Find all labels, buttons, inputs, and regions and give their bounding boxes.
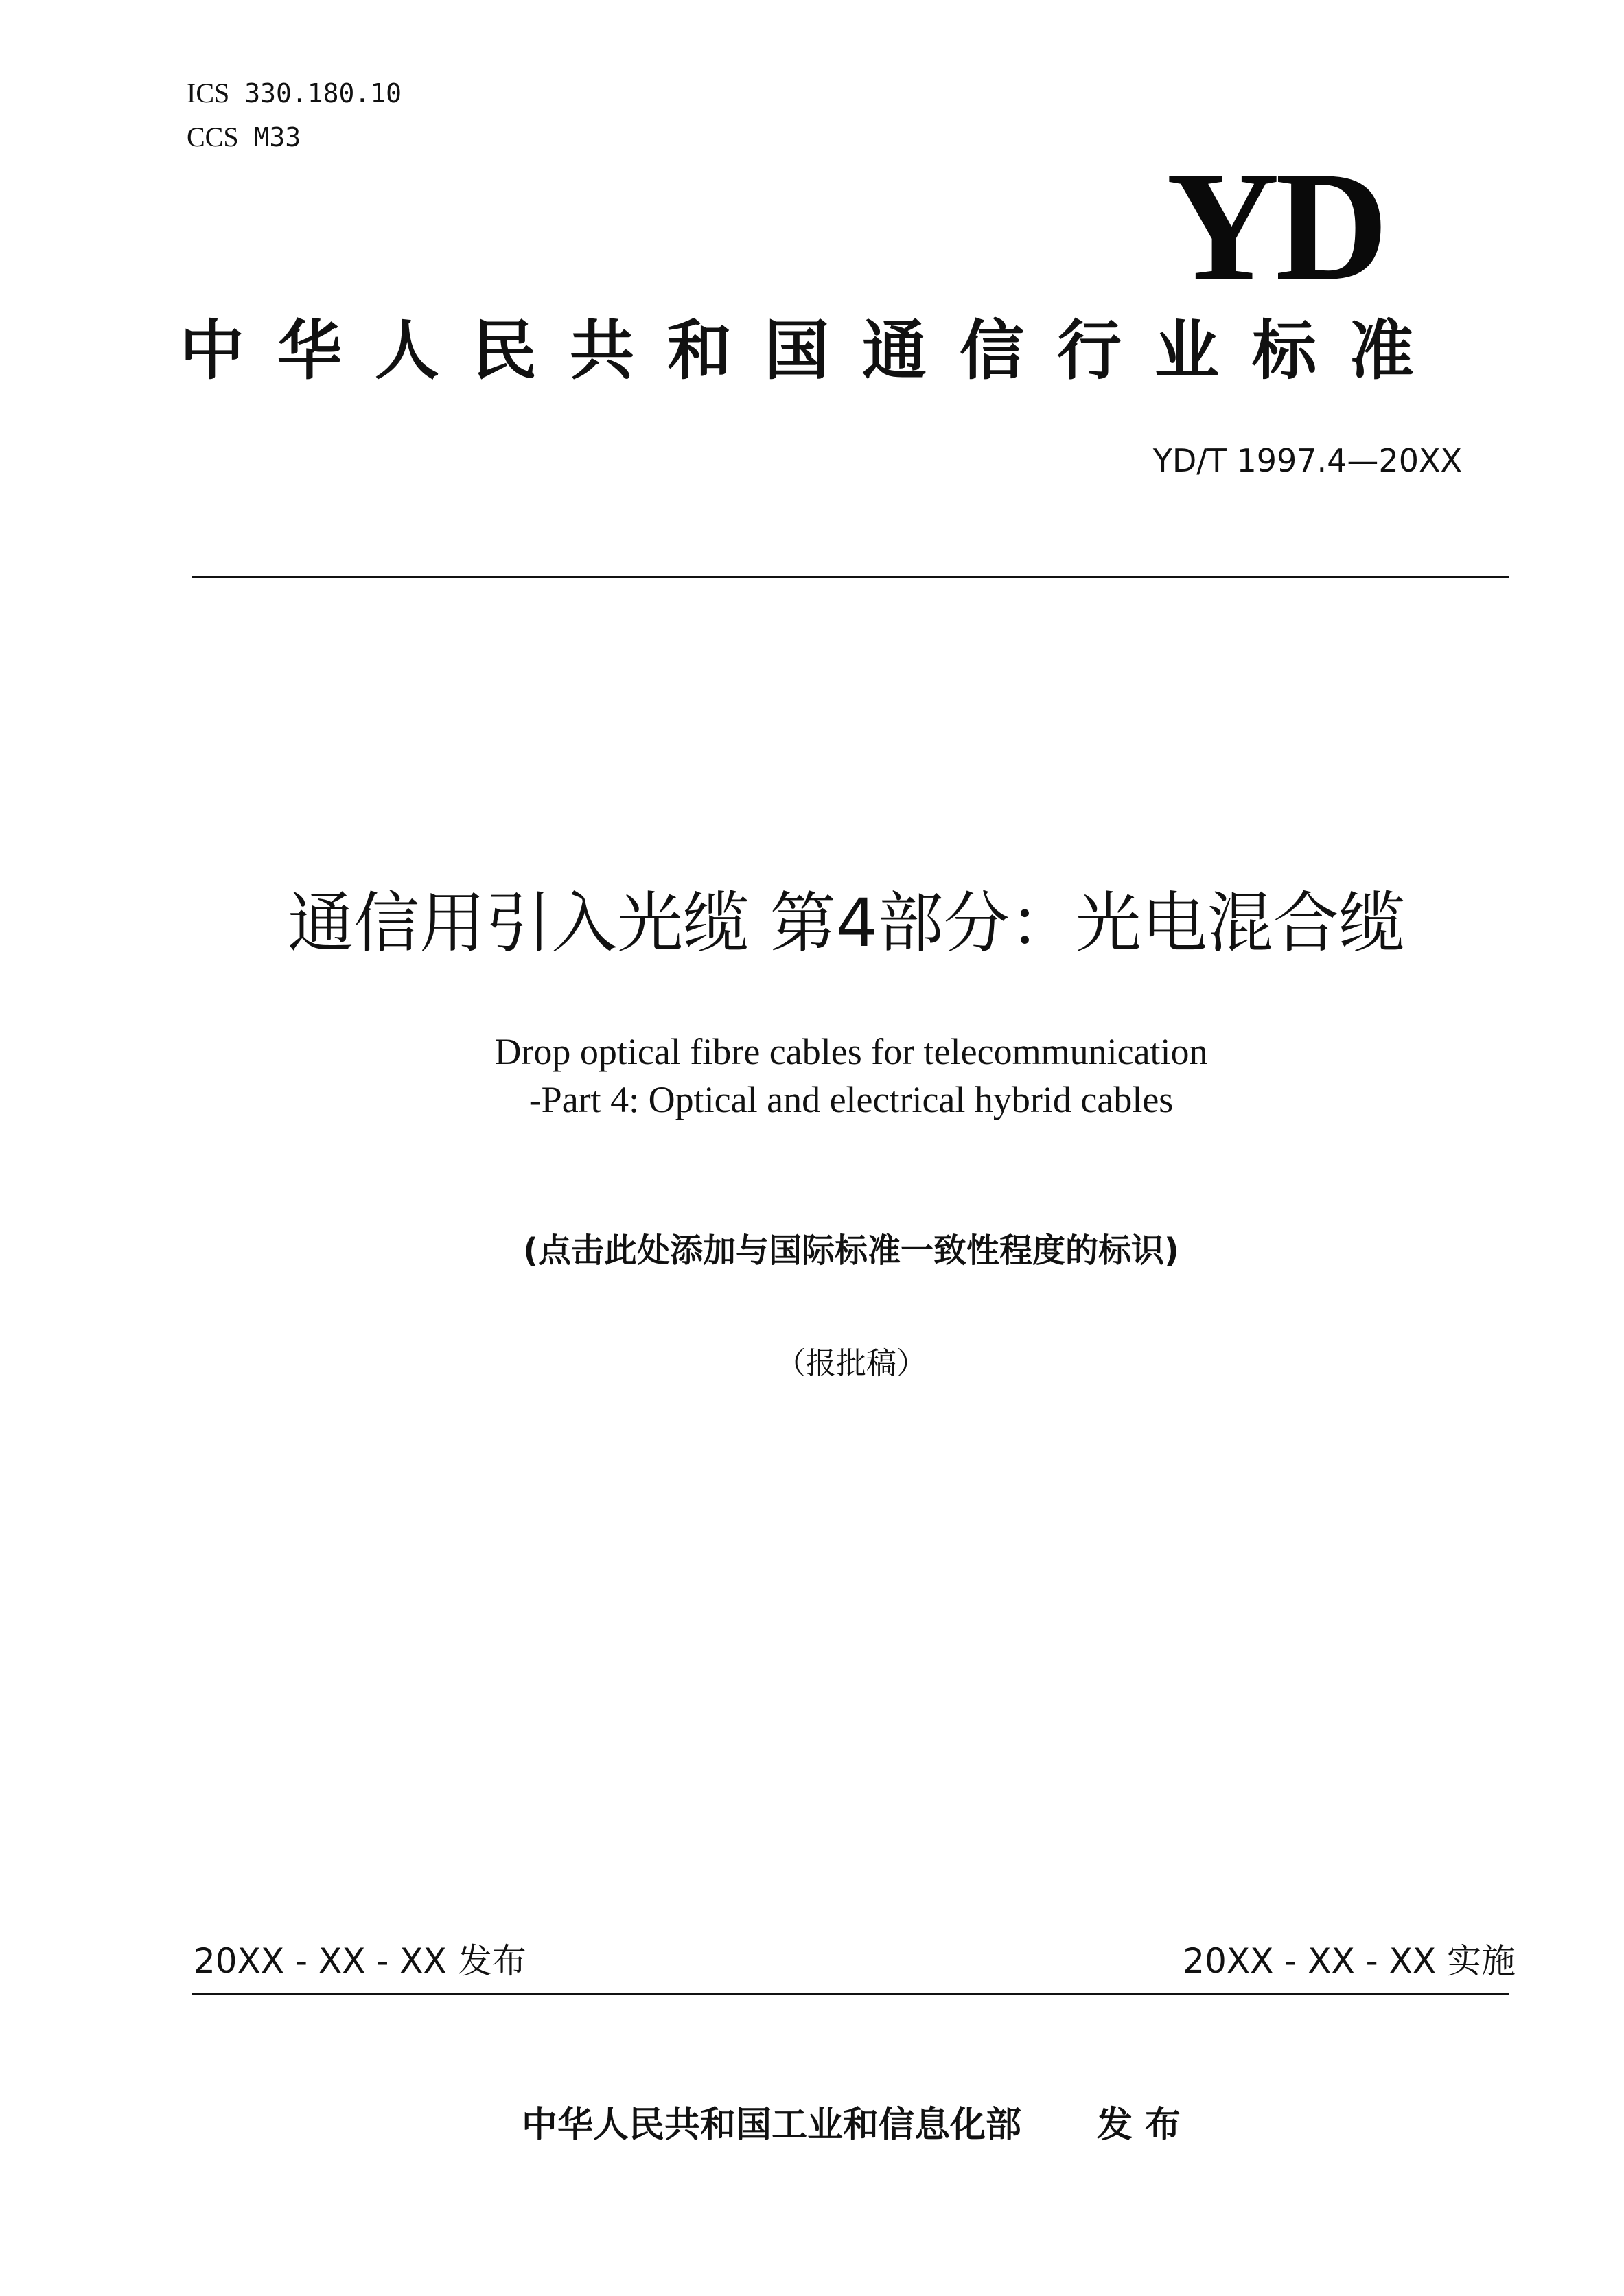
document-title-english-line2: -Part 4: Optical and electrical hybrid cables bbox=[529, 1079, 1174, 1120]
ics-label: ICS bbox=[187, 78, 230, 108]
implementation-date: 20XX - XX - XX 实施 bbox=[1183, 1941, 1516, 1981]
draft-status: （报批稿） bbox=[776, 1346, 927, 1381]
ccs-value: M33 bbox=[253, 122, 301, 152]
ics-value: 330.180.10 bbox=[244, 78, 402, 108]
document-title-chinese: 通信用引入光缆 第4部分：光电混合缆 bbox=[288, 885, 1405, 962]
ccs-label: CCS bbox=[187, 121, 239, 152]
ics-code bbox=[187, 77, 402, 110]
industry-standard-title: 中华人民共和国通信行业标准 bbox=[180, 314, 1448, 389]
issuer-action: 发 布 bbox=[1096, 2104, 1181, 2146]
issue-date: 20XX - XX - XX 发布 bbox=[194, 1941, 526, 1981]
document-title-english-line1: Drop optical fibre cables for telecommunication bbox=[494, 1031, 1208, 1072]
yd-logo: YD bbox=[1166, 140, 1384, 313]
issuer-line bbox=[0, 2102, 1624, 2148]
footer-divider bbox=[192, 1993, 1509, 1995]
header-divider bbox=[192, 576, 1509, 578]
standard-number: YD/T 1997.4—20XX bbox=[1152, 442, 1462, 479]
ccs-code bbox=[187, 121, 301, 154]
issuer-name: 中华人民共和国工业和信息化部 bbox=[521, 2104, 1021, 2146]
consistency-note[interactable]: (点击此处添加与国际标准一致性程度的标识) bbox=[523, 1231, 1179, 1270]
